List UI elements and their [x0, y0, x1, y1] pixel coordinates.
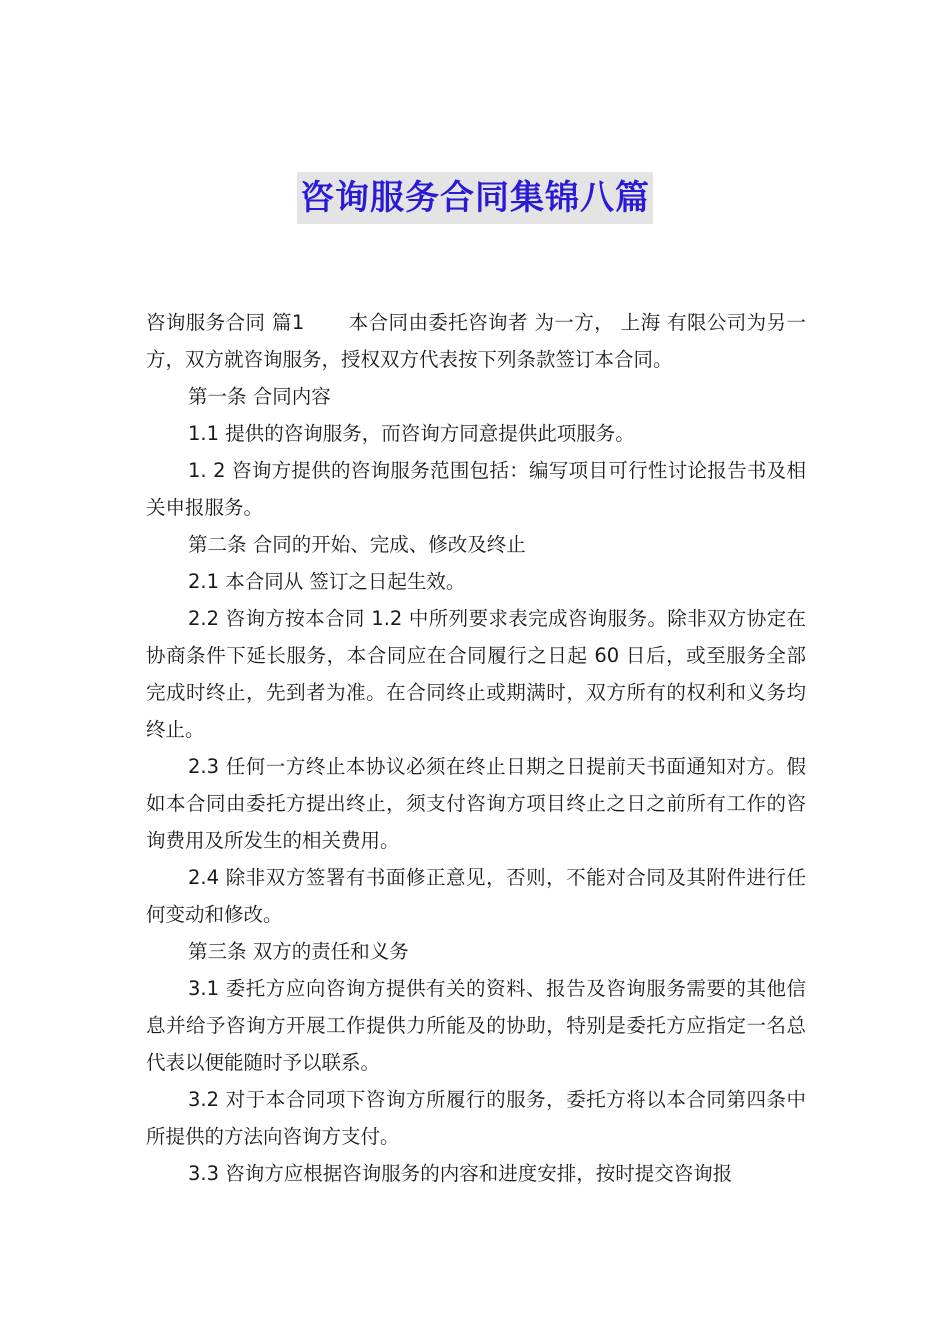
paragraph: 3.3 咨询方应根据咨询服务的内容和进度安排，按时提交咨询报: [188, 1162, 733, 1185]
paragraph: 2.3 任何一方终止本协议必须在终止日期之日提前天书面通知对方。假如本合同由委托方提出终止，须支付咨询方项目终止之日之前所有工作的咨询费用及所发生的相关费用。: [146, 755, 806, 852]
paragraph: 2.2 咨询方按本合同 1.2 中所列要求表完成咨询服务。除非双方协定在协商条件下延长服务，本合同应在合同履行之日起 60 日后，或至服务全部完成时终止，先到者为准。在合同终止或期满时，双方所有的权利和义务均终止。: [146, 607, 806, 741]
paragraph: 2.1 本合同从 签订之日起生效。: [188, 570, 466, 593]
intro-text: 本合同由委托咨询者 为一方， 上海 有限公司为另一方，双方就咨询服务，授权双方代表按下列条款签订本合同。: [146, 311, 806, 371]
document-body: [146, 304, 806, 1192]
intro-label: 咨询服务合同 篇1: [146, 311, 305, 334]
document-title: 咨询服务合同集锦八篇: [297, 172, 653, 224]
paragraph: 3.2 对于本合同项下咨询方所履行的服务，委托方将以本合同第四条中所提供的方法向咨询方支付。: [146, 1088, 806, 1148]
paragraph: 2.4 除非双方签署有书面修正意见，否则，不能对合同及其附件进行任何变动和修改。: [146, 866, 806, 926]
paragraph: 第一条 合同内容: [188, 385, 331, 408]
paragraph: 第二条 合同的开始、完成、修改及终止: [188, 533, 526, 556]
paragraph: 3.1 委托方应向咨询方提供有关的资料、报告及咨询服务需要的其他信息并给予咨询方开展工作提供力所能及的协助，特别是委托方应指定一名总代表以便能随时予以联系。: [146, 977, 806, 1074]
intro-paragraph: [146, 304, 806, 378]
paragraph: 1. 2 咨询方提供的咨询服务范围包括：编写项目可行性讨论报告书及相关申报服务。: [146, 459, 806, 519]
paragraph: 1.1 提供的咨询服务，而咨询方同意提供此项服务。: [188, 422, 635, 445]
title-container: [0, 172, 950, 224]
paragraph: 第三条 双方的责任和义务: [188, 940, 409, 963]
